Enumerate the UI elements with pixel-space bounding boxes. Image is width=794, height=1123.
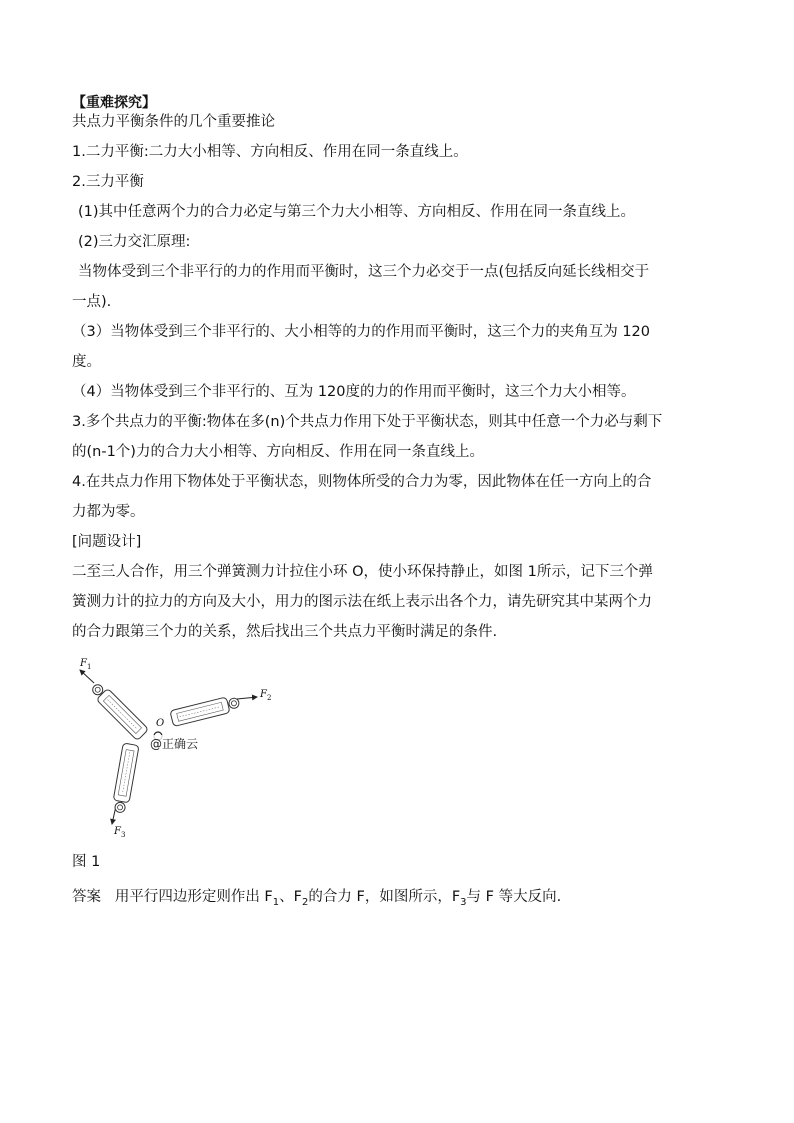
answer-sub-2: 2 — [302, 896, 309, 908]
answer-text-1: 用平行四边形定则作出 F — [114, 888, 273, 905]
point-2-3-cont: 度。 — [72, 354, 101, 370]
label-f2: $F_2$ — [260, 689, 272, 702]
force-arrow-f1 — [80, 670, 94, 683]
label-o: O — [156, 718, 165, 729]
force-arrow-f2 — [237, 697, 257, 699]
section-heading: 【重难探究】 — [72, 95, 156, 111]
point-4-cont: 力都为零。 — [72, 504, 145, 520]
answer-text-3: 的合力 F，如图所示，F — [308, 888, 461, 905]
answer-paragraph — [72, 887, 724, 913]
spring-scale-3 — [111, 743, 139, 814]
point-2-2-text: 当物体受到三个非平行的力的作用而平衡时，这三个力必交于一点(包括反向延长线相交于 — [78, 264, 650, 280]
answer-text-2: 、F — [279, 888, 302, 905]
answer-text-4: 与 F 等大反向. — [466, 888, 562, 905]
point-3: 3.多个共点力的平衡:物体在多(n)个共点力作用下处于平衡状态，则其中任意一个力必与剩下 — [72, 414, 663, 430]
watermark: @正确云 — [150, 737, 199, 751]
point-2-2-text-cont: 一点). — [72, 294, 112, 310]
design-text-cont-2: 的合力跟第三个力的关系，然后找出三个共点力平衡时满足的条件. — [72, 624, 498, 640]
design-text-cont-1: 簧测力计的拉力的方向及大小，用力的图示法在纸上表示出各个力，请先研究其中某两个力 — [72, 594, 652, 610]
spring-scale-1 — [89, 681, 149, 741]
label-f3: $F_3$ — [114, 826, 126, 839]
point-1: 1.二力平衡:二力大小相等、方向相反、作用在同一条直线上。 — [72, 144, 468, 160]
answer-sub-1: 1 — [272, 896, 280, 908]
point-2: 2.三力平衡 — [72, 174, 144, 190]
spring-scale-figure — [74, 656, 289, 846]
point-2-1: (1)其中任意两个力的合力必定与第三个力大小相等、方向相反、作用在同一条直线上。 — [78, 204, 636, 220]
figure-caption: 图 1 — [72, 854, 101, 870]
design-text: 二至三人合作，用三个弹簧测力计拉住小环 O，使小环保持静止，如图 1所示，记下三个弹 — [72, 564, 653, 580]
design-title: [问题设计] — [72, 534, 142, 550]
point-2-2: (2)三力交汇原理: — [78, 234, 191, 250]
answer-sub-3: 3 — [460, 896, 467, 908]
point-2-3: （3）当物体受到三个非平行的、大小相等的力的作用而平衡时，这三个力的夹角互为 120 — [72, 324, 651, 340]
section-subtitle: 共点力平衡条件的几个重要推论 — [72, 114, 275, 130]
point-2-4: （4）当物体受到三个非平行的、互为 120度的力的作用而平衡时，这三个力大小相等。 — [72, 384, 636, 400]
label-f1: $F_1$ — [80, 658, 92, 671]
document-body — [72, 94, 724, 912]
spring-scale-2 — [170, 694, 241, 726]
point-3-cont: 的(n-1个)力的合力大小相等、方向相反、作用在同一条直线上。 — [72, 444, 484, 460]
point-4: 4.在共点力作用下物体处于平衡状态，则物体所受的合力为零，因此物体在任一方向上的合 — [72, 474, 652, 490]
answer-lead: 答案 — [72, 888, 101, 905]
